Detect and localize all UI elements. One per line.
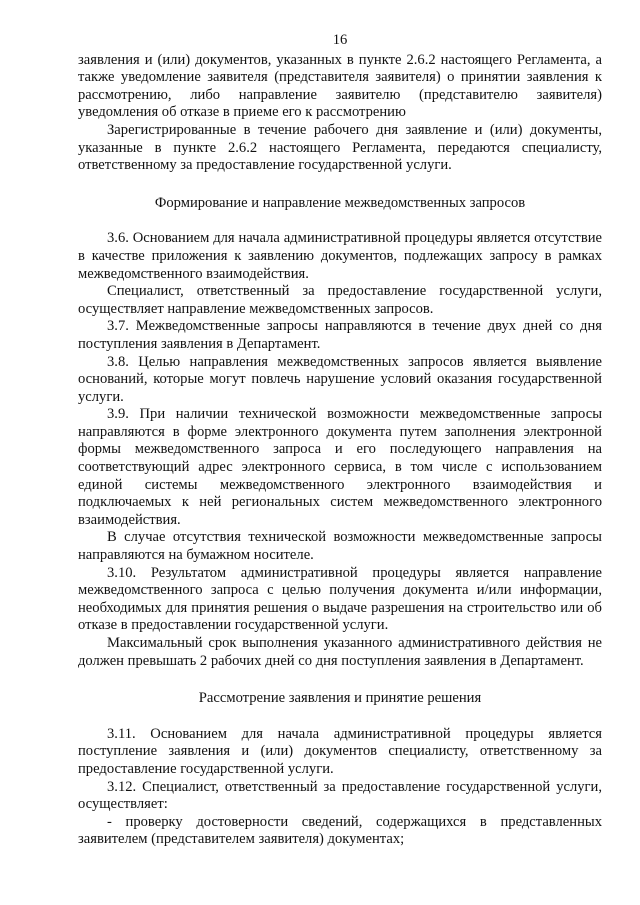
paragraph: 3.9. При наличии технической возможности межведомственные запросы направляются в форме электронного документа путем заполнения электронной формы межведомственного запроса и его последующего направления на соответствующий адрес электронного сервиса, в том числе с использованием единой системы межведомственного электронного взаимодействия и подключаемых к ней региональных систем межведомственного электронного взаимодействия. bbox=[78, 406, 602, 528]
paragraph: - проверку достоверности сведений, содержащихся в представленных заявителем (представителем заявителя) документах; bbox=[78, 813, 602, 848]
paragraph: В случае отсутствия технической возможности межведомственные запросы направляются на бумажном носителе. bbox=[78, 529, 602, 564]
paragraph: Зарегистрированные в течение рабочего дня заявление и (или) документы, указанные в пункте 2.6.2 настоящего Регламента, передаются специалисту, ответственному за предоставление государственной услуги. bbox=[78, 121, 602, 174]
paragraph: заявления и (или) документов, указанных в пункте 2.6.2 настоящего Регламента, а также уведомление заявителя (представителя заявителя) о принятии заявления к рассмотрению, либо направление заявителю (представителю заявителя) уведомления об отказе в приеме его к рассмотрению bbox=[78, 51, 602, 121]
spacer bbox=[78, 212, 602, 230]
spacer bbox=[78, 708, 602, 726]
paragraph: 3.6. Основанием для начала административной процедуры является отсутствие в качестве приложения к заявлению документов, подлежащих запросу в рамках межведомственного взаимодействия. bbox=[78, 230, 602, 282]
paragraph: Специалист, ответственный за предоставление государственной услуги, осуществляет направление межведомственных запросов. bbox=[78, 283, 602, 317]
paragraph: 3.11. Основанием для начала административной процедуры является поступление заявления и (или) документов специалисту, ответственному за предоставление государственной услуги. bbox=[78, 725, 602, 777]
paragraph: 3.10. Результатом административной процедуры является направление межведомственного запроса с целью получения документа и/или информации, необходимых для принятия решения о выдаче разрешения на строительство или об отказе в предоставлении государственной услуги. bbox=[78, 564, 602, 634]
paragraph: 3.8. Целью направления межведомственных запросов является выявление оснований, которые могут повлечь нарушение условий оказания государственной услуги. bbox=[78, 353, 602, 405]
section-heading: Формирование и направление межведомственных запросов bbox=[154, 194, 526, 211]
spacer bbox=[78, 670, 602, 690]
paragraph: 3.12. Специалист, ответственный за предоставление государственной услуги, осуществляет: bbox=[78, 778, 602, 813]
page-number: 16 bbox=[332, 32, 348, 48]
spacer bbox=[78, 175, 602, 195]
section-heading: Рассмотрение заявления и принятие решения bbox=[198, 690, 482, 707]
paragraph: Максимальный срок выполнения указанного административного действия не должен превышать 2 рабочих дней со дня поступления заявления в Департамент. bbox=[78, 635, 602, 669]
paragraph: 3.7. Межведомственные запросы направляются в течение двух дней со дня поступления заявления в Департамент. bbox=[78, 318, 602, 352]
document-page bbox=[78, 32, 602, 849]
